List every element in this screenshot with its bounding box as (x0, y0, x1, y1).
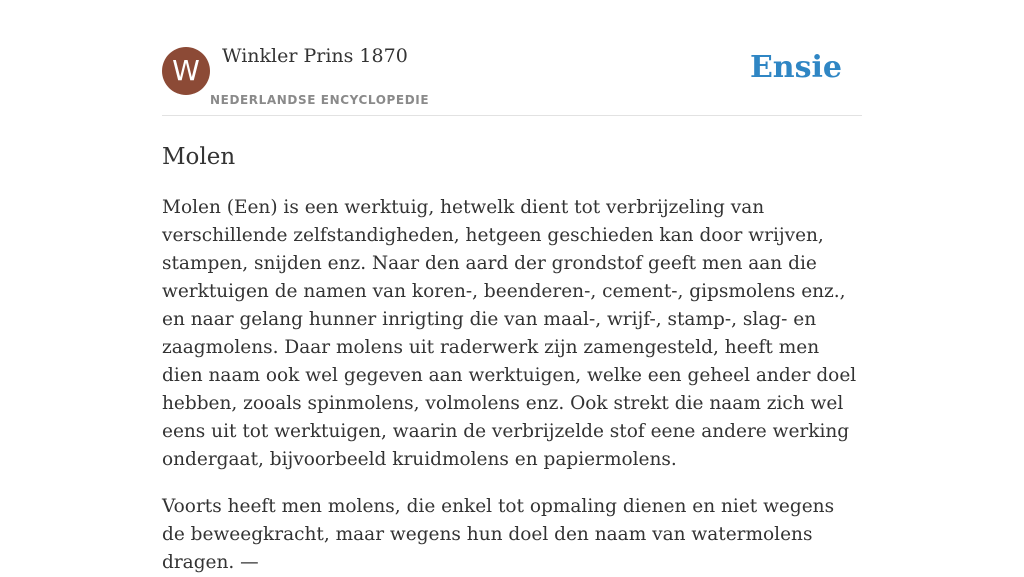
page-container (162, 0, 862, 577)
source-avatar[interactable]: W (162, 47, 210, 95)
article-paragraph: Voorts heeft men molens, die enkel tot opmaling dienen en niet wegens de beweegkracht, maar wegens hun doel den naam van watermolens dragen. — (162, 496, 835, 573)
source-subtitle: NEDERLANDSE ENCYCLOPEDIE (210, 93, 430, 107)
article-paragraph: Molen (Een) is een werktuig, hetwelk dient tot verbrijzeling van verschillende zelfstandigheden, hetgeen geschieden kan door wrijven, stampen, snijden enz. Naar den aard der grondstof geeft men aan die werktuigen de namen van koren-, beenderen-, cement-, gipsmolens enz., en naar gelang hunner inrigting die van maal-, wrijf-, stamp-, slag- en zaagmolens. Daar molens uit raderwerk zijn zamengesteld, heeft men dien naam ook wel gegeven aan werktuigen, welke een geheel ander doel hebben, zooals spinmolens, volmolens enz. Ook strekt die naam zich wel eens uit tot werktuigen, waarin de verbrijzelde stof eene andere werking ondergaat, bijvoorbeeld kruidmolens en papiermolens. (162, 197, 857, 470)
article-body (162, 194, 862, 577)
header (162, 0, 862, 116)
brand-logo[interactable]: Ensie (749, 50, 842, 85)
source-title[interactable]: Winkler Prins 1870 (222, 45, 408, 67)
page-title: Molen (162, 144, 236, 170)
